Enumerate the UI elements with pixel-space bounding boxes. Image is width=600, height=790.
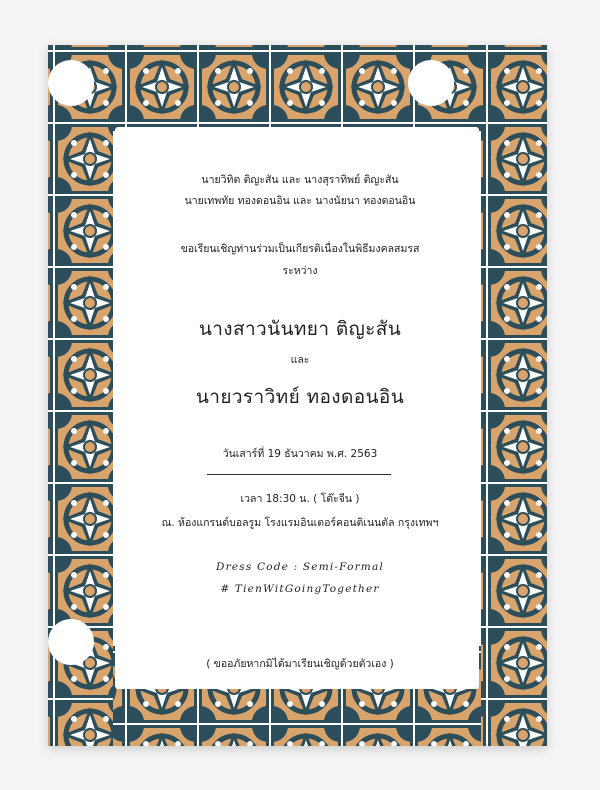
divider-line xyxy=(207,474,391,475)
tile-border-top xyxy=(48,45,547,131)
parents-bride: นายวิทิต ติญะสัน และ นางสุราทิพย์ ติญะสัน xyxy=(201,174,399,186)
corner-notch-top-left xyxy=(48,60,94,106)
wedding-time: เวลา 18:30 น. ( โต๊ะจีน ) xyxy=(240,493,360,505)
invite-line: ขอเรียนเชิญท่านร่วมเป็นเกียรติเนื่องในพิธีมงคลสมรส xyxy=(180,243,420,255)
parents-groom: นายเทพทัย ทองดอนอิน และ นางนัยนา ทองดอนอิน xyxy=(184,195,416,207)
bride-name: นางสาวนันทยา ติญะสัน xyxy=(198,318,402,340)
wedding-venue: ณ. ห้องแกรนด์บอลรูม โรงแรมอินเตอร์คอนติเนนตัล กรุงเทพฯ xyxy=(161,517,439,529)
wedding-date: วันเสาร์ที่ 19 ธันวาคม พ.ศ. 2563 xyxy=(222,448,378,460)
between-label: ระหว่าง xyxy=(282,265,318,277)
apology-note: ( ขออภัยหากมิได้มาเรียนเชิญด้วยตัวเอง ) xyxy=(206,658,394,670)
corner-notch-top-right xyxy=(408,60,454,106)
dress-code: Dress Code : Semi-Formal xyxy=(216,561,384,573)
groom-name: นายวราวิทย์ ทองดอนอิน xyxy=(195,386,405,408)
and-label: และ xyxy=(290,354,310,366)
hashtag: # TienWitGoingTogether xyxy=(220,583,380,595)
